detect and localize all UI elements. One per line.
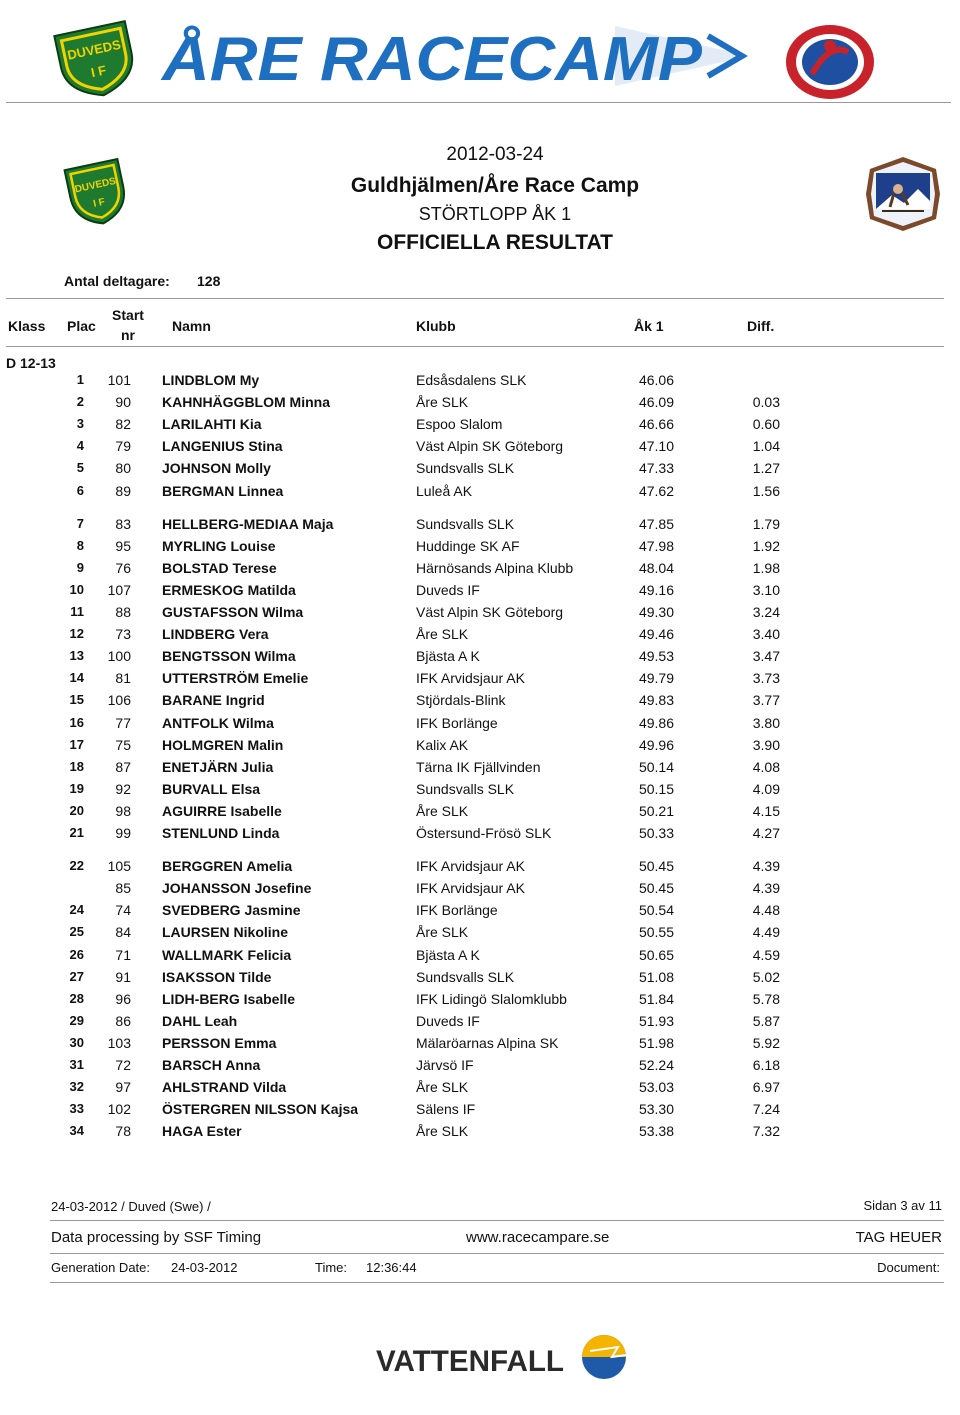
result-start-number: 75 [115, 737, 131, 753]
result-place: 5 [76, 460, 84, 475]
result-athlete-name: JOHANSSON Josefine [162, 880, 312, 896]
result-place: 4 [76, 438, 84, 453]
are-racecamp-logo [160, 22, 750, 90]
header-logo-band [0, 0, 960, 100]
result-row [0, 604, 960, 624]
result-athlete-name: BENGTSSON Wilma [162, 648, 296, 664]
result-run1-time: 50.14 [638, 759, 674, 775]
result-club: Huddinge SK AF [416, 538, 520, 554]
result-row [0, 438, 960, 458]
result-diff: 3.90 [752, 737, 780, 753]
result-start-number: 78 [115, 1123, 131, 1139]
result-start-number: 96 [115, 991, 131, 1007]
result-run1-time: 47.98 [638, 538, 674, 554]
result-club: IFK Arvidsjaur AK [416, 670, 525, 686]
col-ak1: Åk 1 [634, 318, 664, 334]
result-start-number: 103 [107, 1035, 131, 1051]
result-start-number: 83 [115, 516, 131, 532]
result-run1-time: 47.33 [638, 460, 674, 476]
result-start-number: 92 [115, 781, 131, 797]
result-diff: 3.10 [752, 582, 780, 598]
result-athlete-name: LIDH-BERG Isabelle [162, 991, 296, 1007]
result-run1-time: 46.09 [638, 394, 674, 410]
result-diff: 4.39 [752, 858, 780, 874]
result-place: 29 [69, 1013, 84, 1028]
result-club: IFK Lidingö Slalomklubb [416, 991, 567, 1007]
result-row [0, 582, 960, 602]
result-place: 17 [69, 737, 84, 752]
result-row [0, 880, 960, 900]
result-start-number: 72 [115, 1057, 131, 1073]
duveds-logo-text: DUVEDS [65, 36, 123, 63]
result-athlete-name: AHLSTRAND Vilda [162, 1079, 287, 1095]
result-place: 28 [69, 991, 84, 1006]
result-diff: 3.47 [752, 648, 780, 664]
result-run1-time: 49.16 [638, 582, 674, 598]
result-row [0, 737, 960, 757]
result-row [0, 1013, 960, 1033]
result-place: 14 [69, 670, 84, 685]
result-row [0, 1035, 960, 1055]
result-diff: 6.97 [752, 1079, 780, 1095]
result-diff: 0.60 [752, 416, 780, 432]
result-place: 9 [76, 560, 84, 575]
result-row [0, 648, 960, 668]
result-place: 10 [69, 582, 84, 597]
result-club: Sundsvalls SLK [416, 969, 515, 985]
result-diff: 3.24 [752, 604, 780, 620]
result-diff: 4.59 [752, 947, 780, 963]
result-start-number: 88 [115, 604, 131, 620]
result-start-number: 107 [107, 582, 131, 598]
col-klubb: Klubb [416, 318, 456, 334]
result-start-number: 82 [115, 416, 131, 432]
col-plac: Plac [67, 318, 96, 334]
result-club: Sundsvalls SLK [416, 516, 515, 532]
result-run1-time: 53.38 [638, 1123, 674, 1139]
result-diff: 4.27 [752, 825, 780, 841]
result-place: 32 [69, 1079, 84, 1094]
result-start-number: 87 [115, 759, 131, 775]
result-place: 21 [69, 825, 84, 840]
result-diff: 7.32 [752, 1123, 780, 1139]
result-club: Väst Alpin SK Göteborg [416, 604, 564, 620]
result-club: Åre SLK [416, 1079, 469, 1095]
result-row [0, 1101, 960, 1121]
time-label: Time: [315, 1260, 348, 1275]
vattenfall-wordmark: VATTENFALL [376, 1345, 564, 1378]
result-diff: 4.39 [752, 880, 780, 896]
result-club: Sälens IF [416, 1101, 476, 1117]
result-club: Mälaröarnas Alpina SK [416, 1035, 559, 1051]
result-run1-time: 50.33 [638, 825, 674, 841]
result-club: Edsåsdalens SLK [416, 372, 527, 388]
result-club: Åre SLK [416, 803, 469, 819]
result-athlete-name: BOLSTAD Terese [162, 560, 277, 576]
table-header-divider [6, 346, 944, 347]
result-run1-time: 49.46 [638, 626, 674, 642]
result-row [0, 460, 960, 480]
result-club: Bjästa A K [416, 947, 480, 963]
footer-data-processing: Data processing by SSF Timing [51, 1229, 262, 1246]
result-place: 11 [70, 604, 84, 619]
result-place: 6 [76, 483, 84, 498]
result-athlete-name: LINDBLOM My [162, 372, 260, 388]
result-diff: 1.98 [752, 560, 780, 576]
result-athlete-name: BERGMAN Linnea [162, 483, 284, 499]
result-diff: 4.15 [752, 803, 780, 819]
result-athlete-name: WALLMARK Felicia [162, 947, 292, 963]
result-diff: 3.80 [752, 715, 780, 731]
result-run1-time: 53.30 [638, 1101, 674, 1117]
result-start-number: 106 [107, 692, 131, 708]
result-club: IFK Borlänge [416, 902, 498, 918]
footer-divider-2 [50, 1253, 944, 1254]
result-club: IFK Arvidsjaur AK [416, 880, 525, 896]
result-start-number: 105 [107, 858, 131, 874]
official-results-title: OFFICIELLA RESULTAT [376, 231, 614, 254]
result-run1-time: 49.53 [638, 648, 674, 664]
result-run1-time: 50.55 [638, 924, 674, 940]
result-place: 19 [69, 781, 84, 796]
result-diff: 4.09 [752, 781, 780, 797]
result-athlete-name: ENETJÄRN Julia [162, 759, 274, 775]
result-diff: 5.87 [752, 1013, 780, 1029]
result-row [0, 781, 960, 801]
footer-website: www.racecampare.se [466, 1229, 610, 1246]
result-row [0, 670, 960, 690]
result-start-number: 91 [115, 969, 131, 985]
result-place: 3 [76, 416, 84, 431]
result-club: Väst Alpin SK Göteborg [416, 438, 564, 454]
result-place: 15 [69, 692, 84, 707]
result-row [0, 969, 960, 989]
header-divider [6, 102, 951, 103]
result-run1-time: 51.84 [638, 991, 674, 1007]
result-athlete-name: PERSSON Emma [162, 1035, 277, 1051]
result-diff: 1.04 [752, 438, 780, 454]
result-place: 30 [69, 1035, 84, 1050]
col-diff: Diff. [747, 318, 775, 334]
result-start-number: 81 [115, 670, 131, 686]
result-club: Duveds IF [416, 1013, 480, 1029]
result-athlete-name: ANTFOLK Wilma [162, 715, 274, 731]
result-athlete-name: UTTERSTRÖM Emelie [162, 670, 309, 686]
duveds-logo-letters: I F [92, 196, 107, 210]
result-athlete-name: ÖSTERGREN NILSSON Kajsa [162, 1101, 359, 1117]
result-row [0, 1079, 960, 1099]
event-title: Guldhjälmen/Åre Race Camp [350, 174, 640, 197]
result-place: 25 [69, 924, 84, 939]
result-row [0, 759, 960, 779]
result-start-number: 73 [115, 626, 131, 642]
result-start-number: 85 [115, 880, 131, 896]
result-diff: 1.27 [752, 460, 780, 476]
footer-divider [50, 1220, 944, 1221]
result-athlete-name: BERGGREN Amelia [162, 858, 293, 874]
result-athlete-name: LINDBERG Vera [162, 626, 269, 642]
result-place: 20 [69, 803, 84, 818]
result-run1-time: 49.79 [638, 670, 674, 686]
result-place: 24 [69, 902, 84, 917]
col-start: Start [112, 307, 144, 323]
col-namn: Namn [172, 318, 211, 334]
result-run1-time: 47.85 [638, 516, 674, 532]
result-club: IFK Arvidsjaur AK [416, 858, 525, 874]
race-date: 2012-03-24 [446, 144, 544, 165]
time-value: 12:36:44 [366, 1260, 417, 1275]
result-row [0, 538, 960, 558]
result-place: 31 [69, 1057, 84, 1072]
result-row [0, 692, 960, 712]
result-athlete-name: STENLUND Linda [162, 825, 280, 841]
result-athlete-name: LANGENIUS Stina [162, 438, 283, 454]
ssf-logo [782, 22, 878, 102]
result-place: 2 [76, 394, 84, 409]
result-start-number: 89 [115, 483, 131, 499]
are-racecamp-logo-text: ÅRE RACECAMP [160, 25, 703, 90]
result-row [0, 516, 960, 536]
result-place: 33 [69, 1101, 84, 1116]
result-run1-time: 47.10 [638, 438, 674, 454]
result-place: 27 [69, 969, 84, 984]
result-start-number: 100 [107, 648, 131, 664]
result-start-number: 74 [115, 902, 131, 918]
result-diff: 5.92 [752, 1035, 780, 1051]
result-place: 7 [76, 516, 84, 531]
result-club: Åre SLK [416, 1123, 469, 1139]
generation-date-label: Generation Date: [51, 1260, 151, 1275]
result-place: 13 [69, 648, 84, 663]
result-start-number: 101 [107, 372, 131, 388]
duveds-if-logo [62, 158, 132, 228]
result-start-number: 86 [115, 1013, 131, 1029]
result-club: Härnösands Alpina Klubb [416, 560, 574, 576]
result-row [0, 483, 960, 503]
result-club: Åre SLK [416, 924, 469, 940]
result-run1-time: 51.98 [638, 1035, 674, 1051]
result-athlete-name: BARANE Ingrid [162, 692, 265, 708]
result-diff: 3.77 [752, 692, 780, 708]
result-club: Tärna IK Fjällvinden [416, 759, 541, 775]
result-diff: 1.79 [752, 516, 780, 532]
result-row [0, 416, 960, 436]
result-athlete-name: ERMESKOG Matilda [162, 582, 296, 598]
result-run1-time: 50.21 [638, 803, 674, 819]
result-row [0, 1123, 960, 1143]
result-club: Kalix AK [416, 737, 469, 753]
result-athlete-name: KAHNHÄGGBLOM Minna [162, 394, 330, 410]
result-start-number: 71 [115, 947, 131, 963]
result-club: Luleå AK [416, 483, 473, 499]
result-start-number: 102 [107, 1101, 131, 1117]
result-place: 18 [69, 759, 84, 774]
result-club: Järvsö IF [416, 1057, 474, 1073]
result-club: Bjästa A K [416, 648, 480, 664]
result-run1-time: 48.04 [638, 560, 674, 576]
result-athlete-name: AGUIRRE Isabelle [162, 803, 282, 819]
discipline-title: STÖRTLOPP ÅK 1 [418, 204, 572, 224]
ssf-badge-logo [864, 155, 942, 233]
result-run1-time: 50.45 [638, 858, 674, 874]
result-place: 12 [69, 626, 84, 641]
result-row [0, 902, 960, 922]
result-row [0, 947, 960, 967]
result-start-number: 99 [115, 825, 131, 841]
result-athlete-name: GUSTAFSSON Wilma [162, 604, 304, 620]
participants-count: 128 [197, 273, 221, 289]
result-row [0, 715, 960, 735]
footer-timing-brand: TAG HEUER [855, 1229, 942, 1246]
result-club: Östersund-Frösö SLK [416, 825, 552, 841]
result-row [0, 924, 960, 944]
class-label: D 12-13 [6, 355, 56, 371]
result-club: Åre SLK [416, 626, 469, 642]
result-place: 16 [69, 715, 84, 730]
result-athlete-name: HAGA Ester [162, 1123, 242, 1139]
col-nr: nr [121, 327, 135, 343]
result-start-number: 98 [115, 803, 131, 819]
result-row [0, 991, 960, 1011]
footer-divider-3 [50, 1282, 944, 1283]
generation-date-value: 24-03-2012 [171, 1260, 238, 1275]
result-run1-time: 50.54 [638, 902, 674, 918]
result-place: 22 [69, 858, 84, 873]
result-run1-time: 46.66 [638, 416, 674, 432]
result-athlete-name: LARILAHTI Kia [162, 416, 262, 432]
result-club: Åre SLK [416, 394, 469, 410]
result-diff: 5.78 [752, 991, 780, 1007]
result-run1-time: 46.06 [638, 372, 674, 388]
result-place: 26 [69, 947, 84, 962]
participants-label: Antal deltagare: [64, 273, 170, 289]
vattenfall-logo [376, 1333, 636, 1385]
result-run1-time: 50.15 [638, 781, 674, 797]
result-run1-time: 49.96 [638, 737, 674, 753]
result-row [0, 858, 960, 878]
result-diff: 3.40 [752, 626, 780, 642]
result-start-number: 84 [115, 924, 131, 940]
result-athlete-name: ISAKSSON Tilde [162, 969, 272, 985]
result-diff: 4.08 [752, 759, 780, 775]
result-start-number: 77 [115, 715, 131, 731]
result-row [0, 825, 960, 845]
result-diff: 1.92 [752, 538, 780, 554]
result-start-number: 80 [115, 460, 131, 476]
result-athlete-name: BARSCH Anna [162, 1057, 261, 1073]
result-diff: 3.73 [752, 670, 780, 686]
result-diff: 4.49 [752, 924, 780, 940]
result-place: 8 [76, 538, 84, 553]
result-club: Duveds IF [416, 582, 480, 598]
result-athlete-name: DAHL Leah [162, 1013, 238, 1029]
result-run1-time: 49.83 [638, 692, 674, 708]
footer-date-location: 24-03-2012 / Duved (Swe) / [51, 1199, 211, 1214]
result-diff: 7.24 [752, 1101, 780, 1117]
col-klass: Klass [8, 318, 46, 334]
result-start-number: 90 [115, 394, 131, 410]
result-diff: 6.18 [752, 1057, 780, 1073]
result-run1-time: 47.62 [638, 483, 674, 499]
result-row [0, 560, 960, 580]
result-start-number: 76 [115, 560, 131, 576]
result-run1-time: 50.45 [638, 880, 674, 896]
result-run1-time: 49.30 [638, 604, 674, 620]
duveds-logo-text: DUVEDS [73, 175, 117, 196]
result-diff: 0.03 [752, 394, 780, 410]
result-start-number: 95 [115, 538, 131, 554]
result-diff: 1.56 [752, 483, 780, 499]
result-club: Sundsvalls SLK [416, 781, 515, 797]
result-row [0, 1057, 960, 1077]
result-club: Stjördals-Blink [416, 692, 506, 708]
result-row [0, 394, 960, 414]
table-top-divider [6, 298, 944, 299]
result-row [0, 372, 960, 392]
result-athlete-name: LAURSEN Nikoline [162, 924, 289, 940]
result-athlete-name: MYRLING Louise [162, 538, 276, 554]
result-place: 1 [76, 372, 84, 387]
result-run1-time: 52.24 [638, 1057, 674, 1073]
result-row [0, 803, 960, 823]
duveds-logo-letters: I F [89, 62, 108, 81]
result-run1-time: 51.08 [638, 969, 674, 985]
result-place: 34 [69, 1123, 84, 1138]
result-club: IFK Borlänge [416, 715, 498, 731]
document-label: Document: [877, 1260, 940, 1275]
result-athlete-name: SVEDBERG Jasmine [162, 902, 301, 918]
result-athlete-name: HELLBERG-MEDIAA Maja [162, 516, 334, 532]
result-row [0, 626, 960, 646]
result-run1-time: 51.93 [638, 1013, 674, 1029]
result-start-number: 97 [115, 1079, 131, 1095]
footer-page-number: Sidan 3 av 11 [863, 1198, 942, 1213]
result-run1-time: 53.03 [638, 1079, 674, 1095]
result-start-number: 79 [115, 438, 131, 454]
result-run1-time: 50.65 [638, 947, 674, 963]
result-athlete-name: BURVALL Elsa [162, 781, 261, 797]
result-club: Sundsvalls SLK [416, 460, 515, 476]
result-diff: 5.02 [752, 969, 780, 985]
result-club: Espoo Slalom [416, 416, 503, 432]
duveds-if-logo [50, 20, 142, 98]
result-run1-time: 49.86 [638, 715, 674, 731]
result-athlete-name: HOLMGREN Malin [162, 737, 284, 753]
result-diff: 4.48 [752, 902, 780, 918]
result-athlete-name: JOHNSON Molly [162, 460, 271, 476]
